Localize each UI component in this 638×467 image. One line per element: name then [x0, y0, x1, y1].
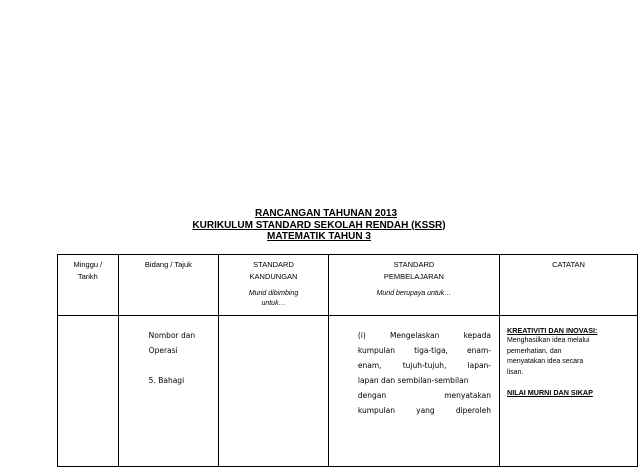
yearly-plan-table — [57, 254, 638, 467]
cell-week — [58, 316, 119, 467]
learning-word: Mengelaskan — [390, 331, 440, 340]
title-line-2: KURIKULUM STANDARD SEKOLAH RENDAH (KSSR) — [192, 219, 446, 231]
learning-word: lapan dan sembilan-sembilan — [357, 376, 469, 385]
learning-word: diperoleh — [455, 406, 491, 415]
title-line-1: RANCANGAN TAHUNAN 2013 — [254, 208, 398, 219]
notes-body-line-3: menyatakan idea secara — [507, 358, 584, 365]
header-learning-standard — [328, 255, 499, 316]
header-learning-standard-2: PEMBELAJARAN — [383, 272, 444, 281]
header-notes — [500, 255, 638, 316]
topic-line-1: Nombor dan — [148, 331, 196, 340]
topic-line-2: Operasi — [148, 346, 178, 355]
cell-notes — [500, 316, 638, 467]
learning-word: dengan — [357, 391, 387, 400]
learning-word: enam- — [467, 346, 491, 355]
header-week-sub: Tarikh — [77, 272, 98, 281]
header-content-standard — [219, 255, 329, 316]
learning-word: tujuh-tujuh, — [402, 361, 447, 370]
header-week — [58, 255, 119, 316]
notes-heading-values: NILAI MURNI DAN SIKAP — [507, 388, 593, 397]
learning-word: menyatakan — [444, 391, 492, 400]
notes-body-line-2: pemerhatian, dan — [507, 347, 562, 355]
learning-word: kumpulan — [357, 406, 395, 415]
table-row — [58, 316, 638, 467]
cell-learning-standard — [328, 316, 499, 467]
header-week-label: Minggu / — [73, 260, 103, 269]
learning-word: lapan- — [467, 361, 492, 370]
notes-body-line-4: lisan. — [507, 368, 524, 376]
header-topic — [118, 255, 219, 316]
learning-word: tiga-tiga, — [414, 346, 448, 355]
header-topic-label: Bidang / Tajuk — [144, 260, 192, 269]
header-content-standard-note-2: untuk… — [261, 300, 286, 307]
learning-word: kepada — [463, 331, 491, 340]
header-row — [58, 255, 638, 316]
header-learning-standard-note: Murid berupaya untuk… — [376, 290, 452, 297]
topic-line-3: 5. Bahagi — [148, 376, 185, 385]
header-notes-label: CATATAN — [552, 260, 585, 269]
notes-body-line-1: Menghasilkan idea melalui — [507, 337, 590, 344]
title-line-3: MATEMATIK TAHUN 3 — [267, 231, 371, 242]
cell-topic — [118, 316, 219, 467]
learning-word: (i) — [357, 331, 366, 340]
cell-content-standard — [219, 316, 329, 467]
document-title — [0, 208, 638, 243]
header-content-standard-note-1: Murid dibimbing — [248, 290, 299, 297]
header-content-standard-2: KANDUNGAN — [249, 272, 298, 281]
learning-word: kumpulan — [357, 346, 395, 355]
header-content-standard-1: STANDARD — [253, 260, 294, 269]
learning-word: enam, — [357, 361, 382, 370]
header-learning-standard-1: STANDARD — [393, 260, 435, 269]
learning-word: yang — [416, 406, 435, 415]
notes-heading-creativity: KREATIVITI DAN INOVASI: — [507, 326, 598, 335]
